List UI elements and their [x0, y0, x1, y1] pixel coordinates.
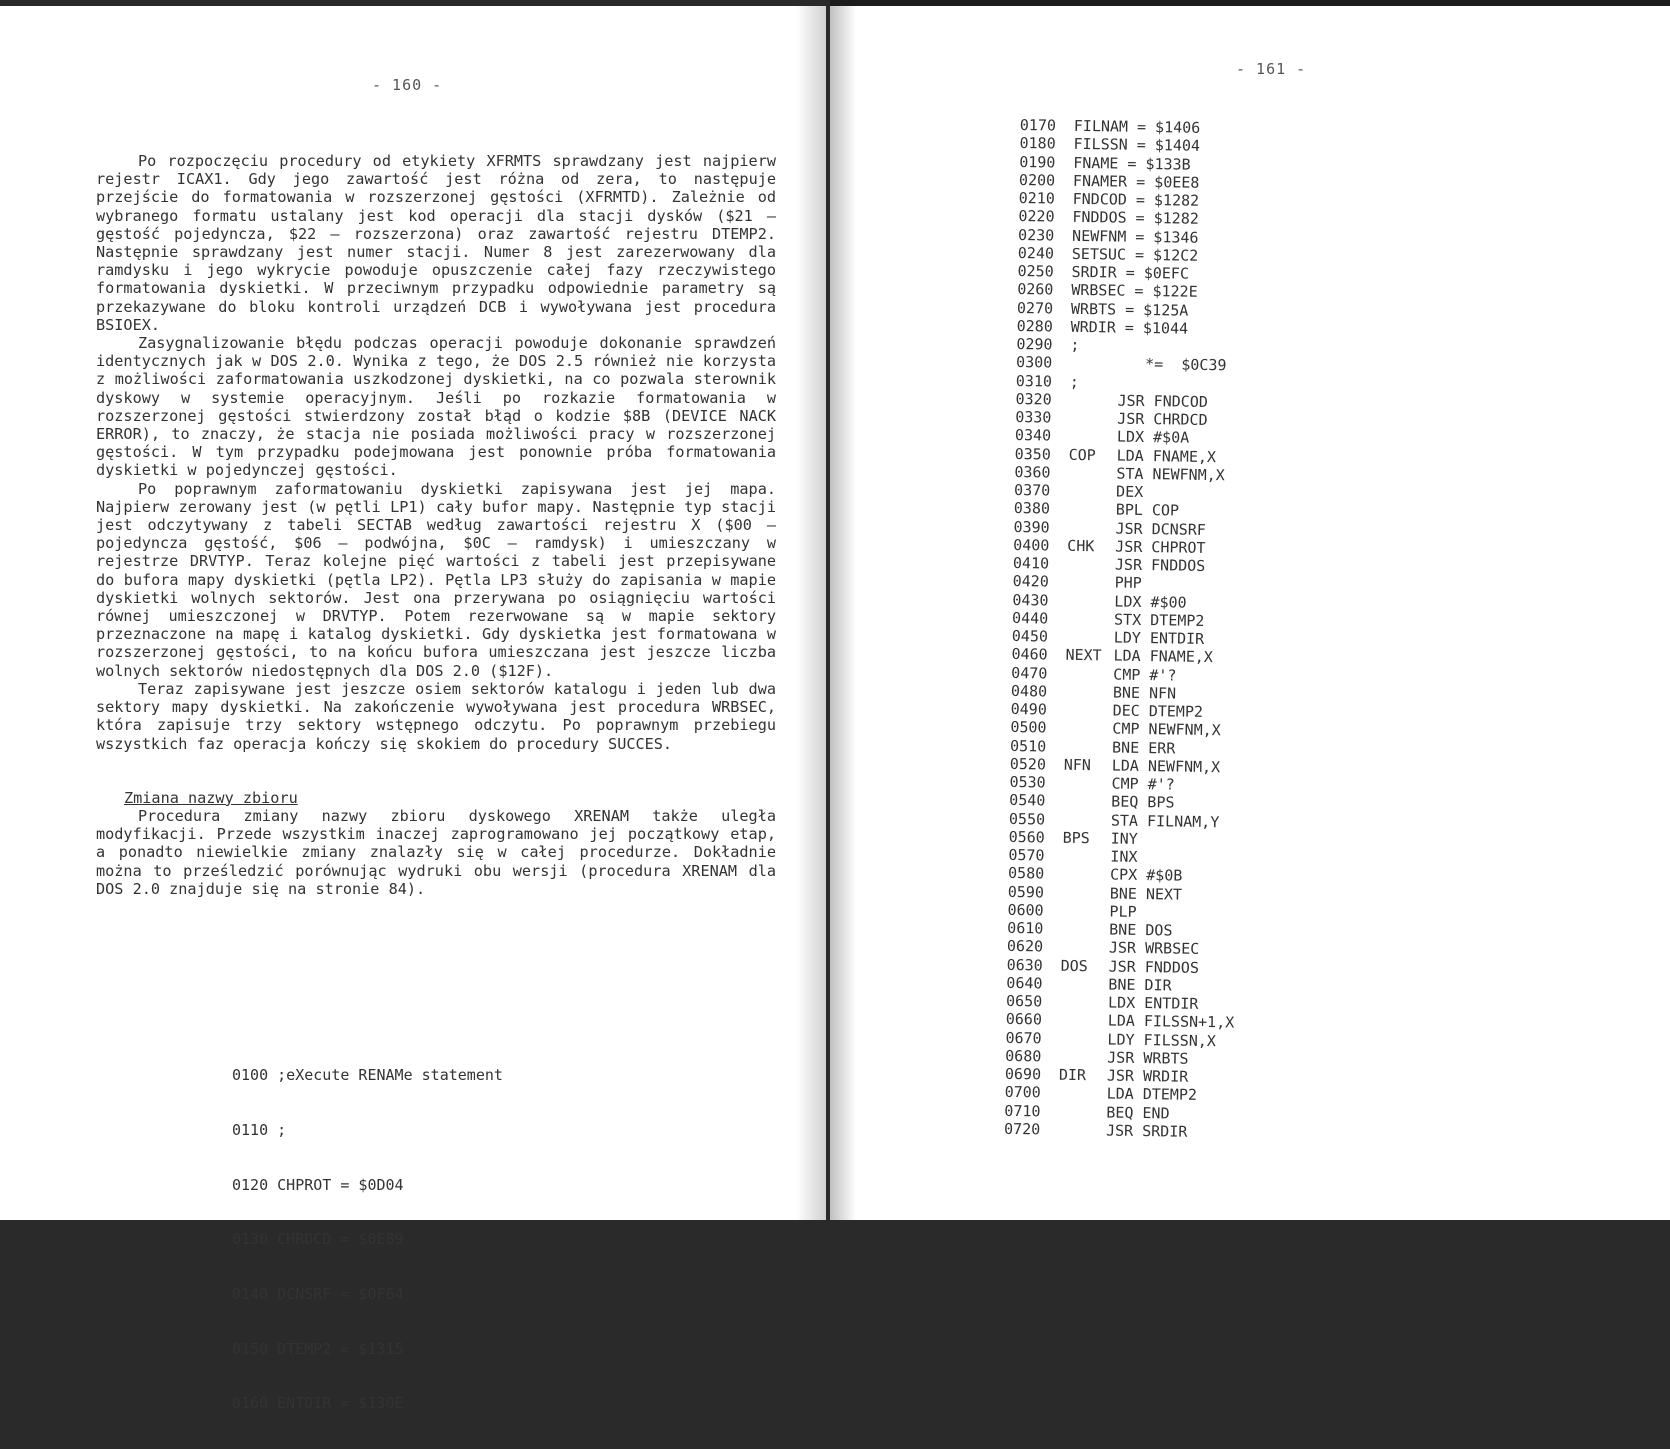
line-number: 0180 [1019, 134, 1056, 153]
line-code: DEX [1115, 482, 1144, 501]
line-label [1058, 1134, 1106, 1135]
line-label [1070, 368, 1118, 369]
line-code: WRBSEC = $122E [1071, 281, 1198, 302]
line-label: DIR [1058, 1065, 1087, 1085]
line-number: 0450 [1011, 626, 1049, 646]
line-code: JSR CHRDCD [1117, 409, 1208, 429]
paragraph: Po poprawnym zaformatowaniu dyskietki zapisywana jest jej mapa. Najpierw zerowany jest (w pętli LP1) cały bufor mapy. Następnie typ stacji jest odczytywany z tabeli SECTAB według zawartości rejestru X ($00 – pojedyncza gęstość, $06 – podwójna, $0C – ramdysk) i umieszczany w rejestrze DRVTYP. Teraz kolejne pięć wartości z tabeli jest przepisywane do bufora mapy dyskietki (pętla LP2). Pętla LP3 służy do zapisania w mapie dyskietki wolnych sektorów. Jest ona przerywana po osiągnięciu wartości równej umieszczonej w DRVTYP. Potem rezerwowane są w mapie sektory przeznaczone na mapę i katalog dyskietki. Gdy dyskietka jest formatowana w rozszerzonej gęstości, to na końcu bufora umieszczana jest jeszcze liczba wolnych sektorów niedostępnych dla DOS 2.0 ($12F). [96, 479, 776, 680]
line-number: 0240 [1017, 243, 1055, 263]
line-code: FNDDOS = $1282 [1072, 208, 1199, 229]
line-number: 0510 [1009, 736, 1047, 755]
line-number: 0650 [1005, 991, 1043, 1011]
line-number: 0340 [1014, 426, 1052, 445]
line-label [1062, 897, 1110, 898]
line-code: CMP NEWFNM,X [1112, 719, 1221, 740]
line-number: 0470 [1011, 663, 1048, 682]
line-code: INY [1110, 829, 1138, 848]
line-number: 0720 [1003, 1119, 1041, 1139]
line-number: 0290 [1016, 334, 1053, 354]
line-number: 0610 [1007, 918, 1044, 938]
line-number: 0230 [1017, 225, 1055, 245]
code-line: 0100 ;eXecute RENAMe statement [232, 1066, 503, 1085]
line-label [1061, 952, 1109, 953]
code-line [1004, 1120, 1233, 1142]
line-number: 0660 [1005, 1010, 1043, 1029]
line-code: BEQ BPS [1111, 792, 1175, 812]
line-label [1060, 988, 1108, 989]
line-label [1064, 733, 1112, 734]
line-label [1063, 788, 1111, 789]
code-listing [232, 1030, 503, 1449]
line-code: CMP #'? [1113, 665, 1177, 685]
line-number: 0710 [1004, 1101, 1041, 1120]
line-label [1061, 915, 1109, 916]
gutter-shadow [830, 6, 856, 1220]
line-label: COP [1068, 445, 1096, 464]
line-code: JSR FNDCOD [1117, 391, 1208, 411]
line-code: FNAMER = $0EE8 [1072, 171, 1200, 192]
line-code: PLP [1109, 902, 1137, 921]
line-number: 0480 [1010, 681, 1048, 701]
line-label [1058, 1116, 1106, 1117]
line-label: NFN [1063, 755, 1092, 774]
line-number: 0210 [1018, 188, 1055, 208]
gutter-shadow [796, 6, 826, 1220]
line-code: BEQ END [1106, 1102, 1170, 1122]
line-code: BNE NFN [1112, 683, 1177, 703]
line-code: CPX #$0B [1109, 865, 1183, 885]
code-line: 0120 CHPROT = $0D04 [232, 1175, 404, 1194]
right-page [830, 6, 1670, 1220]
line-number: 0250 [1017, 261, 1054, 281]
line-label [1064, 751, 1112, 752]
line-number: 0580 [1007, 864, 1045, 883]
line-code: BNE ERR [1111, 738, 1176, 758]
line-label [1069, 441, 1117, 442]
line-code: FILSSN = $1404 [1073, 135, 1201, 156]
line-number: 0520 [1009, 754, 1047, 774]
line-code: WRBTS = $125A [1070, 299, 1189, 320]
line-label [1062, 879, 1110, 880]
line-number: 0690 [1004, 1064, 1042, 1084]
line-number: 0570 [1008, 845, 1045, 865]
line-number: 0200 [1018, 170, 1056, 190]
line-number: 0460 [1011, 645, 1048, 664]
section-title: Zmiana nazwy zbioru [124, 788, 298, 807]
line-label [1067, 587, 1115, 588]
line-label: CHK [1067, 536, 1095, 555]
line-code: STA NEWFNM,X [1116, 464, 1225, 485]
line-number: 0350 [1014, 444, 1051, 464]
line-label [1065, 678, 1113, 679]
line-number: 0560 [1008, 827, 1045, 847]
line-label [1062, 861, 1110, 862]
line-number: 0620 [1006, 937, 1044, 956]
line-code: STX DTEMP2 [1113, 610, 1205, 630]
line-number: 0330 [1015, 407, 1052, 427]
code-line: 0130 CHRDCD = $0E89 [232, 1230, 404, 1249]
line-code: JSR DCNSRF [1115, 519, 1206, 539]
line-number: 0500 [1010, 718, 1047, 737]
line-code: LDY FILSSN,X [1107, 1029, 1217, 1050]
line-code: LDA NEWFNM,X [1111, 756, 1221, 776]
line-number: 0190 [1019, 152, 1056, 172]
line-number: 0320 [1015, 389, 1052, 409]
line-code: LDA FNAME,X [1116, 446, 1217, 466]
line-code: JSR FNDDOS [1108, 956, 1200, 977]
page-number: - 161 - [1236, 60, 1307, 78]
left-page [0, 6, 826, 1413]
line-number: 0640 [1006, 973, 1043, 993]
line-label [1059, 1061, 1107, 1062]
line-number: 0310 [1015, 371, 1053, 391]
line-code: BNE NEXT [1109, 884, 1183, 904]
line-label [1063, 824, 1111, 825]
line-code: DEC DTEMP2 [1112, 701, 1204, 721]
paragraph: Po rozpoczęciu procedury od etykiety XFRMTS sprawdzany jest najpierw rejestr ICAX1. Gdy jego zawartość jest różna od zera, to następuje przejście do formatowania w rozszerzonej gęstości (XFRMTD). Zależnie od wybranego formatu ustalany jest kod operacji dla stacji dysków ($21 – gęstość pojedyncza, $22 – rozszerzona) oraz zawartość rejestru DTEMP2. Następnie sprawdzany jest numer stacji. Numer 8 jest zarezerwowany dla ramdysku i jego wykrycie powoduje opuszczenie całej fazy rzeczywistego formatowania dyskietki. W przeciwnym przypadku odpowiednie parametry są przekazywane do bloku kontroli urządzeń DCB i wywoływana jest procedura BSIOEX. [96, 152, 776, 334]
line-label [1068, 514, 1116, 515]
line-code: FNDCOD = $1282 [1072, 189, 1200, 210]
line-number: 0390 [1013, 517, 1050, 537]
line-number: 0270 [1016, 298, 1054, 318]
line-code: STA FILNAM,Y [1110, 811, 1220, 831]
line-code: CMP #'? [1111, 774, 1175, 794]
line-label [1068, 478, 1116, 479]
line-label [1068, 496, 1116, 497]
line-number: 0420 [1012, 572, 1049, 591]
line-label [1067, 569, 1115, 570]
line-label: DOS [1060, 956, 1088, 975]
line-number: 0430 [1012, 590, 1049, 610]
line-number: 0410 [1012, 553, 1050, 573]
code-line: 0150 DTEMP2 = $1315 [232, 1339, 404, 1358]
line-code: JSR FNDDOS [1114, 555, 1206, 575]
line-code: WRDIR = $1044 [1070, 317, 1189, 338]
line-code: BNE DIR [1108, 975, 1172, 995]
line-code: JSR SRDIR [1105, 1121, 1188, 1141]
line-code: JSR WRBTS [1107, 1048, 1189, 1068]
paragraph: Teraz zapisywane jest jeszcze osiem sektorów katalogu i jeden lub dwa sektory mapy dyskietki. Na zakończenie wywoływana jest procedura WRBSEC, która zapisuje trzy sektory wstępnego odczytu. Po poprawnym przebiegu wszystkich faz operacja kończy się skokiem do procedury SUCCES. [96, 679, 776, 753]
line-code: NEWFNM = $1346 [1071, 226, 1199, 247]
line-label [1067, 532, 1115, 533]
code-line: 0110 ; [232, 1121, 287, 1140]
line-label: BPS [1062, 828, 1090, 847]
line-code: INX [1110, 847, 1138, 866]
code-line: 0140 DCNSRF = $0F64 [232, 1285, 404, 1304]
line-number: 0400 [1013, 535, 1050, 555]
line-number: 0280 [1016, 316, 1053, 336]
line-label [1060, 1025, 1108, 1026]
line-code: FILNAM = $1406 [1073, 116, 1201, 137]
line-number: 0440 [1011, 608, 1049, 628]
line-label [1060, 1007, 1108, 1008]
line-label [1066, 642, 1114, 643]
line-label [1069, 423, 1117, 424]
line-label [1065, 715, 1113, 716]
line-number: 0260 [1017, 280, 1054, 299]
line-code: BNE DOS [1109, 920, 1173, 940]
line-number: 0550 [1008, 809, 1046, 828]
line-number: 0700 [1004, 1083, 1041, 1102]
line-code: SRDIR = $0EFC [1071, 262, 1190, 283]
line-code: ; [1070, 335, 1080, 354]
line-code: JSR CHPROT [1115, 537, 1206, 557]
line-code: JSR WRDIR [1106, 1066, 1189, 1086]
line-number: 0370 [1013, 480, 1051, 500]
code-line: 0160 ENTDIR = $130E [232, 1394, 404, 1413]
line-number: 0670 [1005, 1028, 1042, 1047]
line-number: 0680 [1005, 1046, 1042, 1066]
line-code: LDX ENTDIR [1107, 993, 1199, 1013]
line-label [1059, 1043, 1107, 1044]
line-code: JSR WRBSEC [1108, 938, 1200, 959]
line-number: 0540 [1009, 791, 1046, 810]
line-label: NEXT [1065, 646, 1102, 665]
line-number: 0630 [1006, 955, 1043, 974]
line-code: SETSUC = $12C2 [1071, 244, 1199, 265]
line-number: 0220 [1018, 207, 1055, 226]
line-code: FNAME = $133B [1073, 153, 1191, 174]
line-code: LDX #$0A [1116, 427, 1190, 447]
paragraph: Zasygnalizowanie błędu podczas operacji powoduje dokonanie sprawdzeń identycznych jak w DOS 2.0. Wynika z tego, że DOS 2.5 również nie korzysta z możliwości zaformatowania uszkodzonej dyskietki, na co pozwala sterownik dyskowy w systemie operacyjnym. Jeśli po rozkazie formatowania w rozszerzonej gęstości stwierdzony został błąd o kodzie $8B (DEVICE NACK ERROR), to znaczy, że stacja nie posiada możliwości pracy w rozszerzonej gęstości. W tym przypadku podejmowana jest ponownie próba formatowania dyskietki w pojedynczej gęstości. [96, 334, 776, 480]
line-code: ; [1069, 372, 1080, 391]
line-number: 0380 [1013, 499, 1051, 518]
code-listing [1004, 116, 1248, 1141]
line-code: LDA FNAME,X [1113, 646, 1214, 667]
line-label [1059, 1098, 1107, 1099]
line-number: 0590 [1007, 882, 1045, 901]
line-label [1069, 405, 1117, 406]
line-label [1066, 624, 1114, 625]
line-code: LDY ENTDIR [1113, 628, 1205, 648]
line-code: *= $0C39 [1117, 354, 1227, 375]
line-label [1061, 934, 1109, 935]
body-text [96, 152, 776, 898]
line-code: PHP [1114, 573, 1142, 593]
line-number: 0530 [1009, 772, 1046, 792]
line-label [1063, 806, 1111, 807]
paragraph: Procedura zmiany nazwy zbioru dyskowego XRENAM także uległa modyfikacji. Przede wszystkim inaczej zaprogramowano jej początkowy etap, a ponadto niewielkie zmiany znalazły się w całej procedurze. Dokładnie można to prześledzić porównując wydruki obu wersji (procedura XRENAM dla DOS 2.0 znajduje się na stronie 84). [96, 806, 776, 898]
line-label [1065, 697, 1113, 698]
line-number: 0600 [1007, 900, 1044, 920]
line-code: LDX #$00 [1114, 592, 1187, 612]
page-number: - 160 - [372, 76, 443, 94]
line-number: 0490 [1010, 699, 1047, 719]
line-number: 0360 [1014, 462, 1051, 482]
line-code: BPL COP [1115, 500, 1180, 520]
line-code: LDA DTEMP2 [1106, 1084, 1198, 1105]
line-number: 0300 [1015, 353, 1053, 372]
line-label [1066, 605, 1114, 606]
line-code: LDA FILSSN+1,X [1107, 1011, 1235, 1032]
line-number: 0170 [1019, 116, 1057, 135]
